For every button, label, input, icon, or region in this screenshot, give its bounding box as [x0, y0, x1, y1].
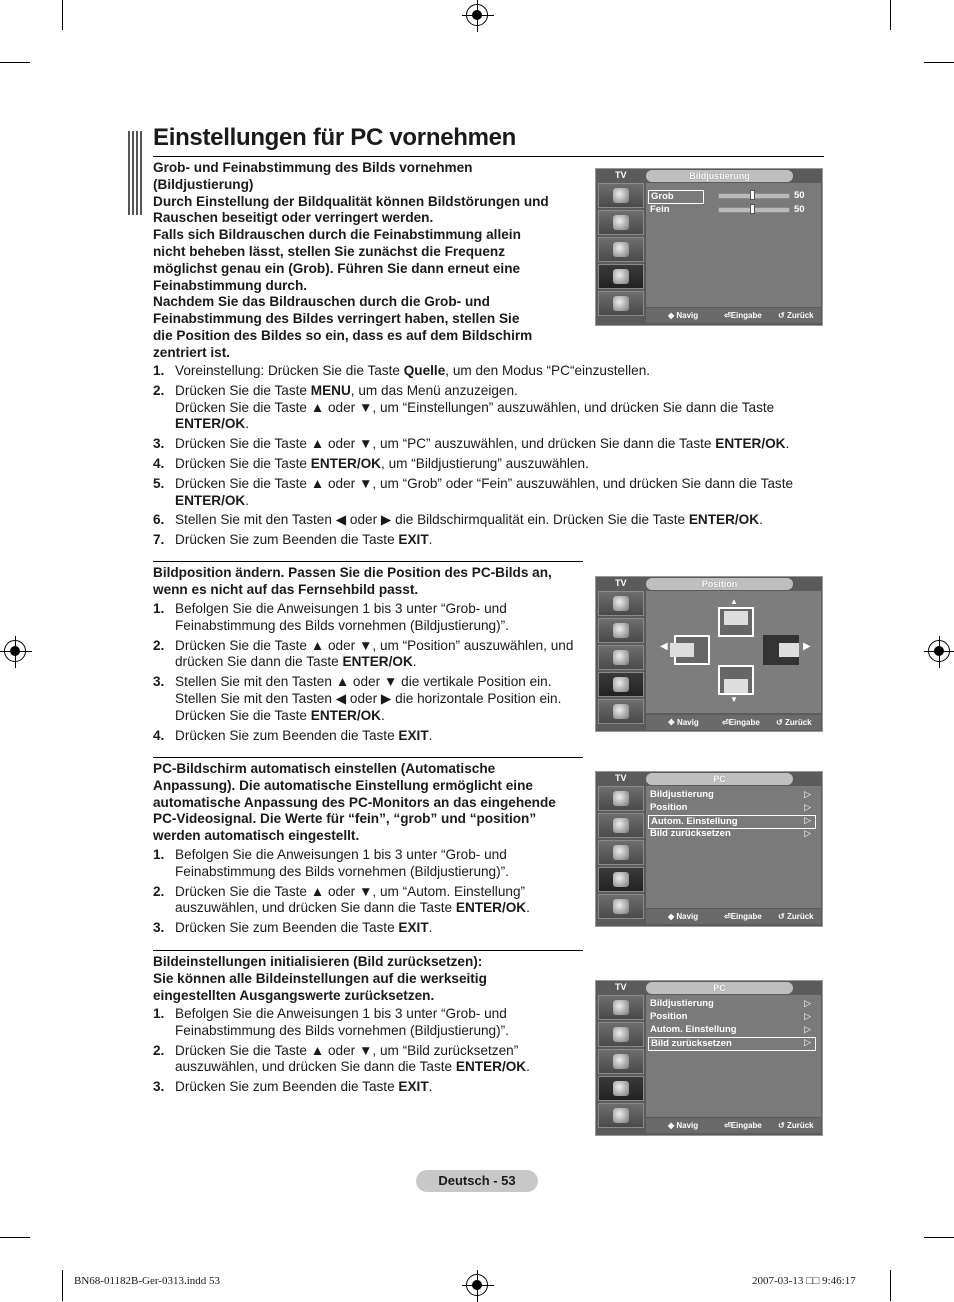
- back-hint: ↺ Zurück: [778, 1121, 814, 1130]
- step-number: 1.: [153, 363, 165, 378]
- return-icon: ↺: [778, 1121, 787, 1130]
- step-text: Befolgen Sie die Anweisungen 1 bis 3 unter “Grob- und Feinabstimmung des Bilds vornehmen (Bildjustierung)”.: [175, 1006, 509, 1038]
- enter-icon: ⏎: [724, 1121, 731, 1130]
- step-text: Stellen Sie mit den Tasten ◀ oder ▶ die Bildschirmqualität ein. Drücken Sie die Taste ENTER/OK.: [175, 512, 763, 528]
- osd-footer: [646, 1118, 821, 1133]
- step-number: 2.: [153, 883, 165, 899]
- intro-line: eingestellten Ausgangswerte zurücksetzen.: [153, 987, 435, 1003]
- setup-icon: [598, 264, 644, 289]
- step-item: [153, 456, 825, 473]
- osd-panel: [646, 183, 821, 307]
- registration-mark-bottom: [466, 1274, 488, 1296]
- osd-bildjustierung: [595, 168, 823, 326]
- osd-title: Bildjustierung: [646, 170, 793, 182]
- position-down-box: [718, 665, 754, 695]
- osd-panel: [646, 786, 821, 908]
- step-item: [153, 601, 578, 635]
- intro-line: (Bildjustierung): [153, 176, 254, 192]
- step-item: [153, 383, 825, 433]
- sec1-intro: [153, 160, 583, 362]
- osd-position: [595, 576, 823, 732]
- channel-icon: [598, 840, 644, 865]
- section-rule: [153, 757, 583, 758]
- intro-line: die Position des Bildes so ein, dass es auf dem Bildschirm: [153, 327, 533, 343]
- step-number: 7.: [153, 532, 165, 548]
- step-text: Stellen Sie mit den Tasten ▲ oder ▼ die vertikale Position ein. Stellen Sie mit den Tasten ◀ oder ▶ die horizontale Position ein. Drücken Sie die Taste ENTER/OK.: [175, 674, 562, 723]
- step-item: [153, 674, 578, 724]
- play-icon: ▷: [804, 998, 811, 1008]
- sec3-steps: [153, 847, 578, 940]
- step-text: Befolgen Sie die Anweisungen 1 bis 3 unter “Grob- und Feinabstimmung des Bilds vornehmen (Bildjustierung)”.: [175, 847, 509, 879]
- nav-icon: ✥: [668, 718, 677, 727]
- intro-line: zentriert ist.: [153, 344, 231, 360]
- step-number: 4.: [153, 727, 165, 743]
- intro-line: Falls sich Bildrauschen durch die Feinabstimmung allein: [153, 227, 521, 243]
- step-item: [153, 476, 825, 510]
- sec4-intro: [153, 954, 583, 1004]
- osd-row-position: Position: [650, 1011, 688, 1022]
- osd-title: PC: [646, 773, 793, 785]
- picture-icon: [598, 786, 644, 811]
- intro-line: Feinabstimmung durch.: [153, 277, 308, 293]
- step-text: Voreinstellung: Drücken Sie die Taste Quelle, um den Modus “PC“einzustellen.: [175, 363, 651, 378]
- step-text: Befolgen Sie die Anweisungen 1 bis 3 unter “Grob- und Feinabstimmung des Bilds vornehmen (Bildjustierung)”.: [175, 601, 509, 633]
- enter-hint: ⏎Eingabe: [724, 912, 762, 921]
- intro-line: wenn es nicht auf das Fernsehbild passt.: [153, 581, 419, 597]
- step-number: 1.: [153, 601, 165, 616]
- enter-hint: ⏎Eingabe: [724, 1121, 762, 1130]
- input-icon: [598, 1103, 644, 1128]
- intro-line: Grob- und Feinabstimmung des Bilds vornehmen: [153, 160, 473, 175]
- step-number: 3.: [153, 920, 165, 936]
- step-number: 2.: [153, 382, 165, 398]
- step-item: [153, 638, 578, 672]
- nav-icon: ◆: [668, 912, 677, 921]
- position-left-box: [674, 635, 710, 665]
- step-number: 1.: [153, 847, 165, 862]
- position-right-box: [763, 635, 799, 665]
- input-icon: [598, 699, 644, 724]
- title-rule: [153, 156, 824, 157]
- return-icon: ↺: [776, 718, 785, 727]
- osd-sidebar: [598, 786, 646, 921]
- nav-icon: ◆: [668, 1121, 677, 1130]
- intro-line: Bildposition ändern. Passen Sie die Position des PC-Bilds an,: [153, 565, 552, 580]
- step-item: [153, 1079, 578, 1096]
- step-number: 2.: [153, 1042, 165, 1058]
- intro-line: möglichst genau ein (Grob). Führen Sie dann erneut eine: [153, 260, 521, 276]
- registration-mark-left: [4, 640, 26, 662]
- enter-hint: ⏎Eingabe: [724, 311, 762, 320]
- osd-sidebar: [598, 591, 646, 726]
- channel-icon: [598, 237, 644, 262]
- picture-icon: [598, 591, 644, 616]
- osd-row-autom: Autom. Einstellung: [648, 815, 816, 829]
- step-item: [153, 363, 825, 380]
- grob-slider-knob: [750, 190, 755, 200]
- sec3-intro: [153, 761, 593, 845]
- osd-row-autom: Autom. Einstellung: [650, 1024, 737, 1035]
- intro-line: Anpassung). Die automatische Einstellung ermöglicht eine: [153, 777, 533, 793]
- osd-tv-label: TV: [615, 773, 627, 783]
- left-arrow-icon: ◀: [660, 641, 668, 652]
- sec2-intro: [153, 565, 583, 599]
- osd-pc-autom: [595, 771, 823, 927]
- channel-icon: [598, 645, 644, 670]
- play-icon: ▷: [804, 1024, 811, 1034]
- step-item: [153, 532, 825, 549]
- enter-icon: ⏎: [724, 912, 731, 921]
- intro-line: Nachdem Sie das Bildrauschen durch die Grob- und: [153, 294, 490, 310]
- page-number-badge: Deutsch - 53: [416, 1170, 538, 1192]
- step-text: Drücken Sie die Taste MENU, um das Menü anzuzeigen. Drücken Sie die Taste ▲ oder ▼, um “Einstellungen” auszuwählen, und drücken Sie dann die Taste ENTER/OK.: [175, 382, 775, 432]
- return-icon: ↺: [778, 311, 787, 320]
- step-text: Drücken Sie die Taste ▲ oder ▼, um “Grob” oder “Fein” auszuwählen, und drücken Sie dann die Taste ENTER/OK.: [175, 475, 794, 508]
- step-number: 3.: [153, 1079, 165, 1095]
- nav-hint: ◆ Navig: [668, 912, 699, 921]
- page-title: Einstellungen für PC vornehmen: [153, 124, 517, 151]
- intro-line: PC-Bildschirm automatisch einstellen (Automatische: [153, 761, 496, 776]
- section-rule: [153, 950, 583, 951]
- osd-row-grob: Grob: [648, 190, 704, 204]
- osd-sidebar: [598, 183, 646, 318]
- osd-tv-label: TV: [615, 578, 627, 588]
- step-text: Drücken Sie zum Beenden die Taste EXIT.: [175, 532, 433, 548]
- step-text: Drücken Sie zum Beenden die Taste EXIT.: [175, 1079, 433, 1095]
- step-text: Drücken Sie zum Beenden die Taste EXIT.: [175, 727, 433, 743]
- step-number: 5.: [153, 475, 165, 491]
- play-icon: ▷: [804, 789, 811, 799]
- intro-line: Feinabstimmung des Bildes verringert haben, stellen Sie: [153, 311, 520, 327]
- step-item: [153, 512, 825, 529]
- fein-value: 50: [794, 204, 805, 215]
- osd-tv-label: TV: [615, 982, 627, 992]
- step-number: 3.: [153, 436, 165, 452]
- enter-hint: ⏎Eingabe: [722, 718, 760, 727]
- back-hint: ↺ Zurück: [778, 311, 814, 320]
- setup-icon: [598, 867, 644, 892]
- play-icon: ▷: [804, 1011, 811, 1021]
- sec2-steps: [153, 601, 578, 747]
- play-icon: ▷: [804, 815, 811, 825]
- step-item: [153, 847, 578, 881]
- setup-icon: [598, 1076, 644, 1101]
- step-text: Drücken Sie die Taste ▲ oder ▼, um “Bild zurücksetzen” auszuwählen, und drücken Sie dann die Taste ENTER/OK.: [175, 1042, 530, 1075]
- step-text: Drücken Sie die Taste ▲ oder ▼, um “Position” auszuwählen, und drücken Sie dann die Taste ENTER/OK.: [175, 637, 574, 670]
- nav-hint: ◆ Navig: [668, 1121, 699, 1130]
- right-arrow-icon: ▶: [803, 641, 811, 652]
- sound-icon: [598, 1022, 644, 1047]
- enter-icon: ⏎: [722, 718, 729, 727]
- osd-row-reset: Bild zurücksetzen: [648, 1037, 816, 1051]
- osd-footer: [646, 909, 821, 924]
- step-text: Drücken Sie zum Beenden die Taste EXIT.: [175, 920, 433, 936]
- step-item: [153, 1006, 578, 1040]
- step-item: [153, 920, 578, 937]
- return-icon: ↺: [778, 912, 787, 921]
- nav-hint: ✥ Navig: [668, 718, 699, 727]
- osd-sidebar: [598, 995, 646, 1130]
- step-item: [153, 436, 825, 453]
- intro-line: nicht beheben lässt, stellen Sie zunächst die Frequenz: [153, 243, 506, 259]
- sound-icon: [598, 210, 644, 235]
- osd-title: Position: [646, 578, 793, 590]
- sec4-steps: [153, 1006, 578, 1099]
- osd-title: PC: [646, 982, 793, 994]
- intro-line: automatische Anpassung des PC-Monitors an das eingehende: [153, 794, 556, 810]
- setup-icon: [598, 672, 644, 697]
- intro-line: PC-Videosignal. Die Werte für “fein”, “grob” und “position”: [153, 811, 537, 827]
- osd-footer: [646, 308, 821, 323]
- osd-panel: [646, 995, 821, 1117]
- picture-icon: [598, 183, 644, 208]
- print-slug-right: 2007-03-13 □□ 9:46:17: [752, 1275, 856, 1287]
- grob-value: 50: [794, 190, 805, 201]
- nav-icon: ◆: [668, 311, 677, 320]
- step-item: [153, 1043, 578, 1077]
- step-text: Drücken Sie die Taste ▲ oder ▼, um “Autom. Einstellung” auszuwählen, und drücken Sie dann die Taste ENTER/OK.: [175, 883, 530, 916]
- registration-mark-right: [928, 640, 950, 662]
- intro-line: Bildeinstellungen initialisieren (Bild zurücksetzen):: [153, 954, 483, 969]
- picture-icon: [598, 995, 644, 1020]
- play-icon: ▷: [804, 802, 811, 812]
- step-text: Drücken Sie die Taste ENTER/OK, um “Bildjustierung” auszuwählen.: [175, 455, 589, 471]
- section-rule: [153, 561, 583, 562]
- play-icon: ▷: [804, 1037, 811, 1047]
- osd-row-bildjustierung: Bildjustierung: [650, 789, 714, 800]
- intro-line: Sie können alle Bildeinstellungen auf die werkseitig: [153, 970, 487, 986]
- title-decoration: [128, 131, 144, 215]
- osd-row-fein: Fein: [650, 204, 670, 215]
- step-text: Drücken Sie die Taste ▲ oder ▼, um “PC” auszuwählen, und drücken Sie dann die Taste ENTER/OK.: [175, 436, 790, 452]
- intro-line: Durch Einstellung der Bildqualität können Bildstörungen und: [153, 193, 549, 209]
- sec1-steps: [153, 363, 825, 552]
- osd-pc-reset: [595, 980, 823, 1136]
- step-item: [153, 884, 578, 918]
- osd-tv-label: TV: [615, 170, 627, 180]
- channel-icon: [598, 1049, 644, 1074]
- back-hint: ↺ Zurück: [776, 718, 812, 727]
- osd-row-position: Position: [650, 802, 688, 813]
- fein-slider-knob: [750, 204, 755, 214]
- up-arrow-icon: ▲: [730, 597, 738, 606]
- step-item: [153, 728, 578, 745]
- intro-line: Rauschen beseitigt oder verringert werden.: [153, 210, 434, 226]
- osd-row-bildjustierung: Bildjustierung: [650, 998, 714, 1009]
- sound-icon: [598, 618, 644, 643]
- step-number: 2.: [153, 637, 165, 653]
- back-hint: ↺ Zurück: [778, 912, 814, 921]
- down-arrow-icon: ▼: [730, 695, 738, 704]
- input-icon: [598, 291, 644, 316]
- play-icon: ▷: [804, 828, 811, 838]
- nav-hint: ◆ Navig: [668, 311, 699, 320]
- step-number: 1.: [153, 1006, 165, 1021]
- enter-icon: ⏎: [724, 311, 731, 320]
- step-number: 4.: [153, 455, 165, 471]
- input-icon: [598, 894, 644, 919]
- print-slug-left: BN68-01182B-Ger-0313.indd 53: [74, 1275, 221, 1287]
- position-up-box: [718, 607, 754, 637]
- osd-row-reset: Bild zurücksetzen: [650, 828, 731, 839]
- registration-mark-top: [466, 4, 488, 26]
- intro-line: werden automatisch eingestellt.: [153, 828, 360, 844]
- step-number: 3.: [153, 674, 165, 690]
- osd-panel: [646, 591, 821, 713]
- step-number: 6.: [153, 512, 165, 528]
- sound-icon: [598, 813, 644, 838]
- osd-footer: [646, 715, 821, 730]
